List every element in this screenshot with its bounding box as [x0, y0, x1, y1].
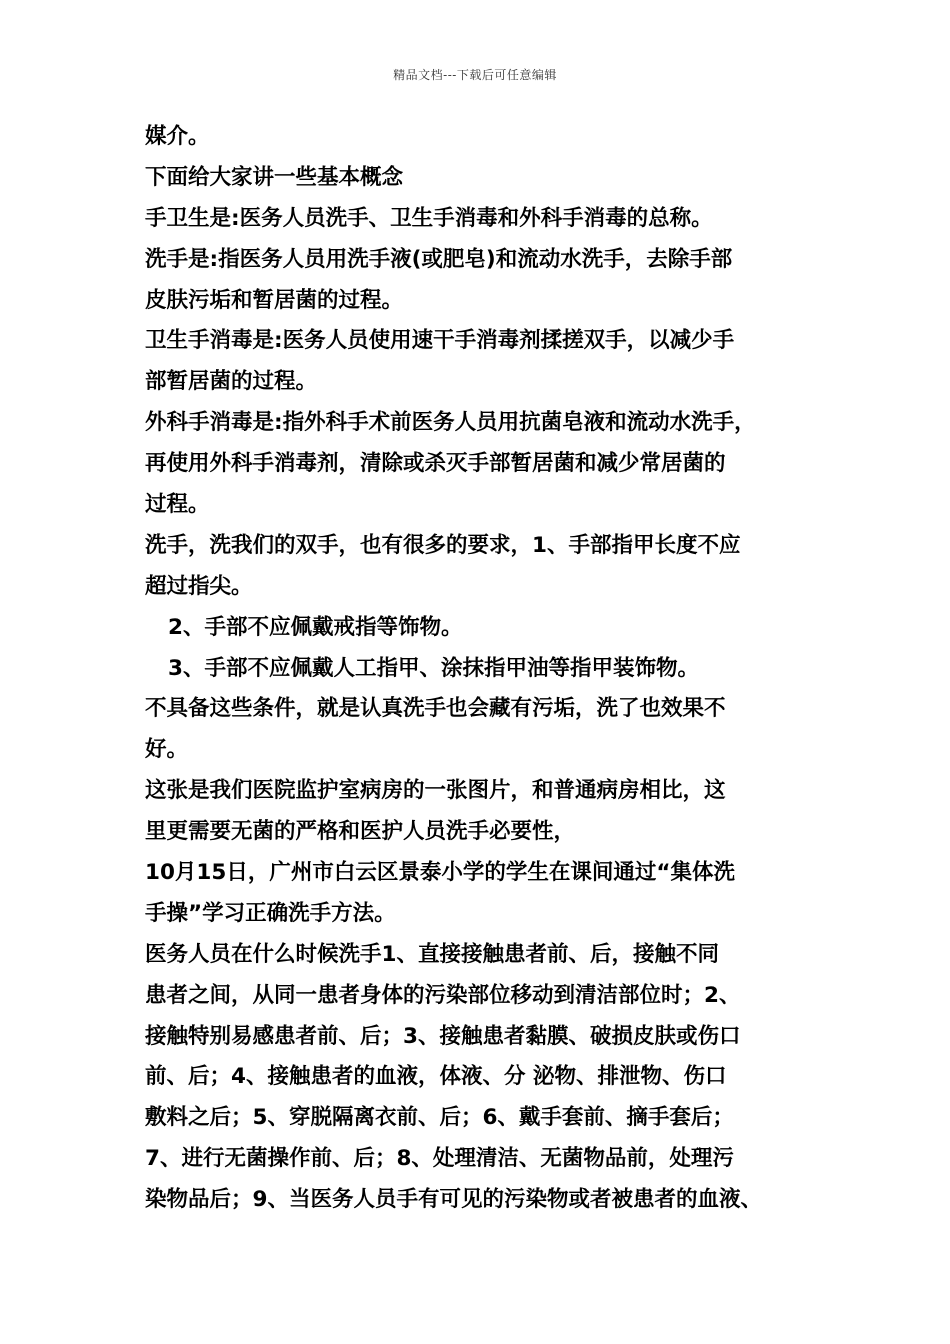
text-line: 洗手是:指医务人员用洗手液(或肥皂)和流动水洗手，去除手部: [145, 246, 733, 272]
text-line: 卫生手消毒是:医务人员使用速干手消毒剂揉搓双手，以减少手: [145, 328, 735, 354]
text-line: 2、手部不应佩戴戒指等饰物。: [168, 614, 463, 640]
text-line: 这张是我们医院监护室病房的一张图片，和普通病房相比，这: [145, 778, 726, 804]
text-line: 染物品后；9、当医务人员手有可见的污染物或者被患者的血液、: [145, 1187, 762, 1213]
text-line: 敷料之后；5、穿脱隔离衣前、后；6、戴手套前、摘手套后；: [145, 1105, 734, 1131]
text-line: 医务人员在什么时候洗手1、直接接触患者前、后，接触不同: [145, 941, 719, 967]
text-line: 前、后；4、接触患者的血液，体液、分 泌物、排泄物、伤口: [145, 1064, 727, 1090]
text-line: 过程。: [145, 492, 210, 518]
text-line: 接触特别易感患者前、后；3、接触患者黏膜、破损皮肤或伤口: [145, 1023, 741, 1049]
text-line: 下面给大家讲一些基本概念: [145, 164, 404, 190]
text-line: 部暂居菌的过程。: [145, 369, 318, 395]
text-line: 手卫生是:医务人员洗手、卫生手消毒和外科手消毒的总称。: [145, 205, 713, 231]
page-header: 精品文档---下载后可任意编辑: [393, 68, 557, 82]
text-line: 不具备这些条件，就是认真洗手也会藏有污垢，洗了也效果不: [145, 696, 726, 722]
text-line: 好。: [145, 737, 189, 763]
text-line: 里更需要无菌的严格和医护人员洗手必要性，: [145, 819, 576, 845]
text-line: 超过指尖。: [145, 573, 253, 599]
text-line: 手操”学习正确洗手方法。: [145, 900, 396, 926]
text-line: 10月15日，广州市白云区景泰小学的学生在课间通过“集体洗: [145, 860, 735, 886]
text-line: 7、进行无菌操作前、后；8、处理清洁、无菌物品前，处理污: [145, 1146, 734, 1172]
text-line: 患者之间，从同一患者身体的污染部位移动到清洁部位时；2、: [145, 982, 741, 1008]
text-line: 3、手部不应佩戴人工指甲、涂抹指甲油等指甲装饰物。: [168, 655, 699, 681]
text-line: 媒介。: [145, 124, 210, 149]
text-line: 皮肤污垢和暂居菌的过程。: [145, 287, 404, 313]
text-line: 再使用外科手消毒剂，清除或杀灭手部暂居菌和减少常居菌的: [145, 451, 726, 477]
text-line: 洗手，洗我们的双手，也有很多的要求，1、手部指甲长度不应: [145, 532, 741, 558]
text-line: 外科手消毒是:指外科手术前医务人员用抗菌皂液和流动水洗手，: [145, 410, 756, 436]
document-body: [145, 117, 815, 1221]
